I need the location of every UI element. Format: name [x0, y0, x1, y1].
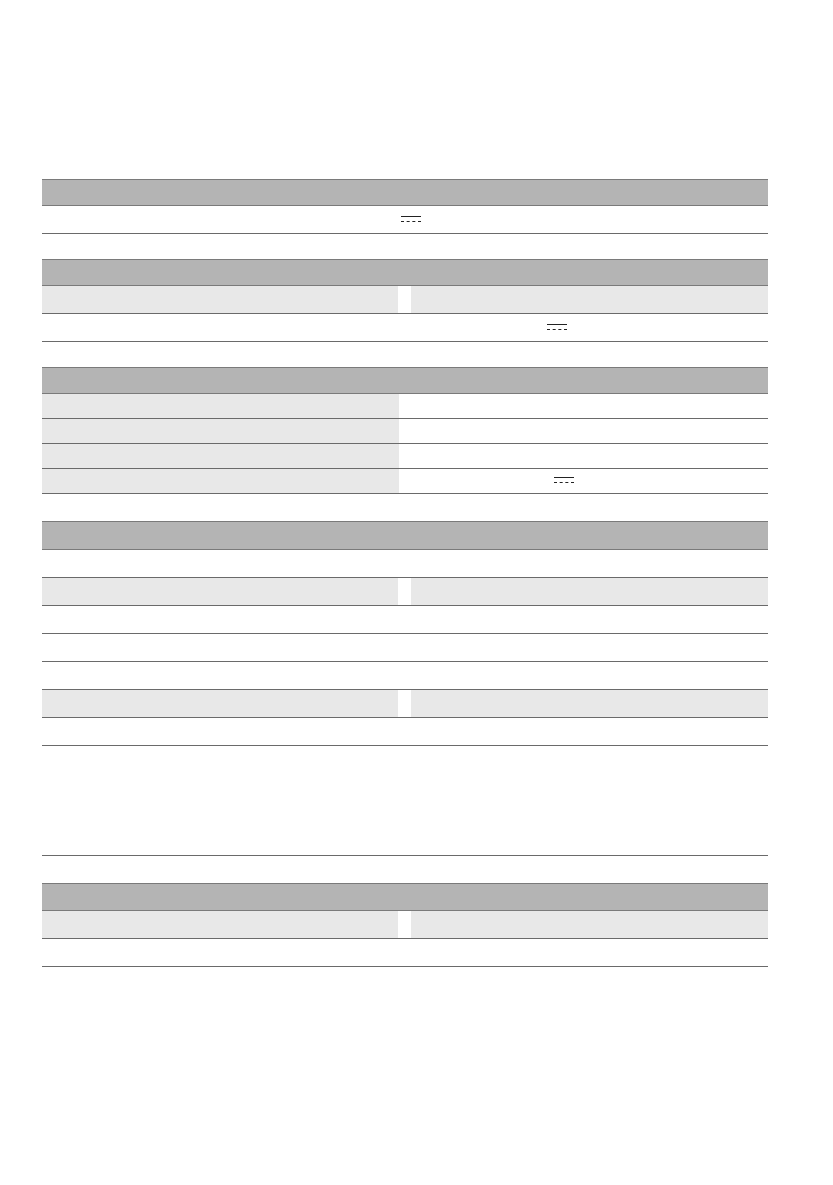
section-4-row-3-left [42, 606, 398, 633]
section-1-row-1 [42, 206, 768, 234]
section-3-row-1 [42, 394, 768, 419]
section-2-row-1-right [411, 286, 768, 313]
section-4-row-7 [42, 718, 768, 746]
section-spacer [42, 234, 768, 259]
section-4-row-4 [42, 634, 768, 662]
section-3-row-1-left [42, 394, 399, 418]
section-5-row-1 [42, 911, 768, 939]
section-5-row-1-right [411, 911, 768, 938]
section-3-row-2 [42, 419, 768, 444]
section-3-row-3-left [42, 444, 399, 468]
section-spacer [42, 856, 768, 883]
section-4-row-1 [42, 550, 768, 578]
section-4-row-2 [42, 578, 768, 606]
section-4-row-6 [42, 690, 768, 718]
section-spacer [42, 342, 768, 367]
section-5-row-2 [42, 939, 768, 967]
section-2-row-1 [42, 286, 768, 314]
section-3-row-2-left [42, 419, 399, 443]
section-4-row-2-left [42, 578, 398, 605]
section-3-row-3 [42, 444, 768, 469]
section-3-header [42, 367, 768, 394]
section-4-header [42, 521, 768, 550]
section-5-row-1-left [42, 911, 398, 938]
section-2-row-1-left [42, 286, 398, 313]
dc-current-icon [554, 477, 574, 486]
dc-current-icon [401, 216, 421, 225]
section-4-row-8 [42, 746, 768, 856]
section-4-row-6-right [411, 690, 768, 717]
section-3-row-4-left [42, 469, 399, 493]
spec-table [42, 179, 768, 967]
section-2-row-2 [42, 314, 768, 342]
section-2-header [42, 259, 768, 286]
section-5-header [42, 883, 768, 911]
section-4-row-5 [42, 662, 768, 690]
section-4-row-4-left [42, 634, 398, 661]
section-4-row-3 [42, 606, 768, 634]
section-spacer [42, 494, 768, 521]
section-1-header [42, 179, 768, 206]
section-4-row-3-right [411, 606, 768, 633]
section-4-row-2-right [411, 578, 768, 605]
section-4-row-6-left [42, 690, 398, 717]
section-3-row-4 [42, 469, 768, 494]
section-4-row-4-right [411, 634, 768, 661]
dc-current-icon [547, 324, 567, 333]
